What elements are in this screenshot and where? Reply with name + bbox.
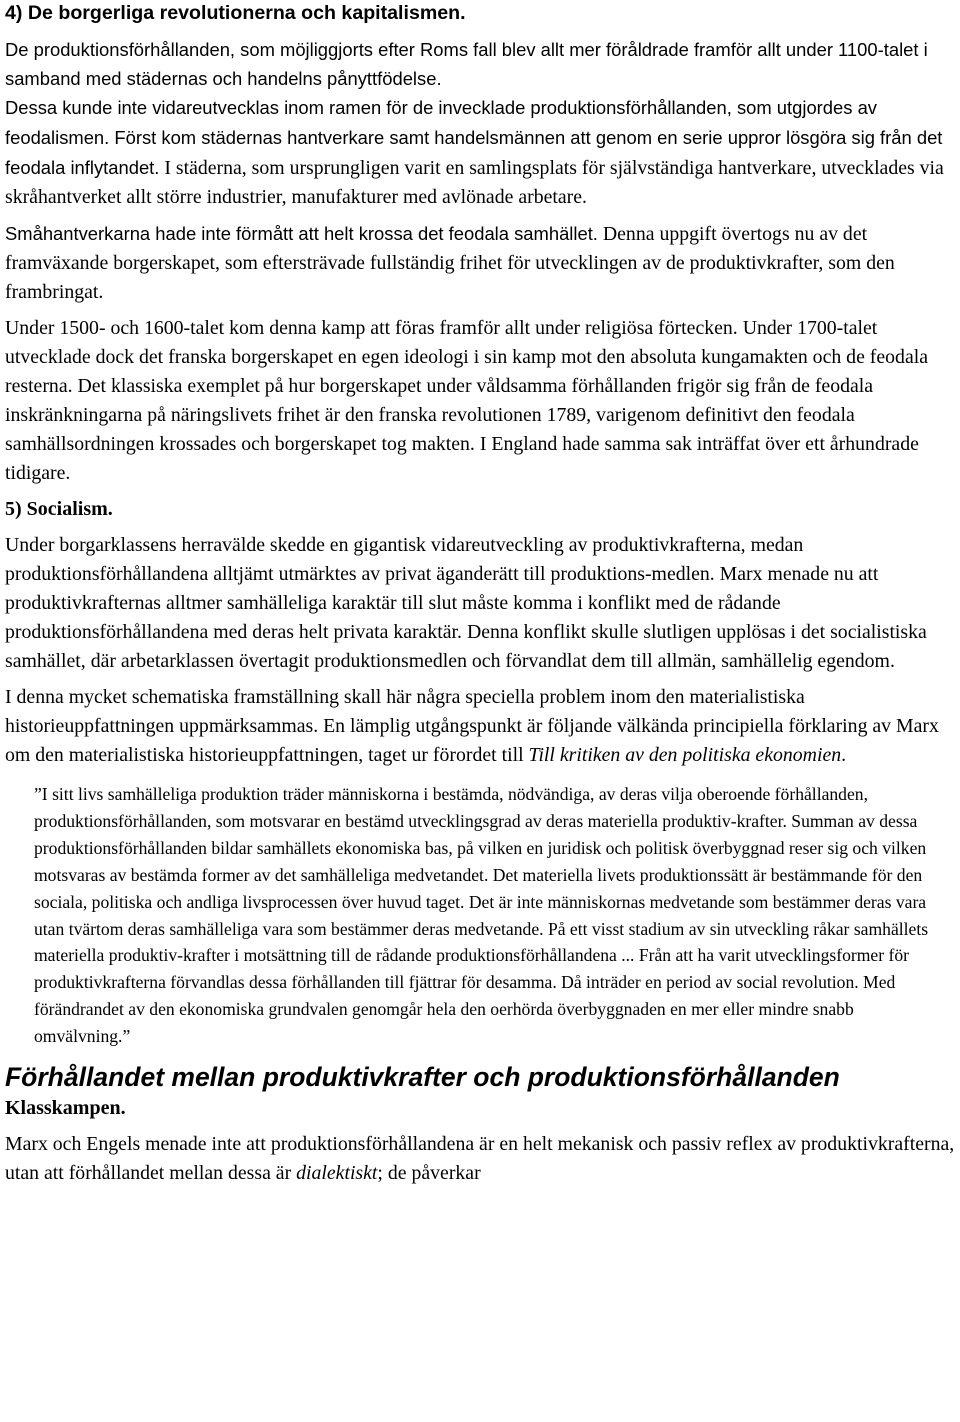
paragraph-end: ; de påverkar bbox=[377, 1162, 481, 1185]
paragraph-3-serif-part: Denna uppgift övertogs nu av det framväxande borgerskapet, som eftersträvade fullständig frihet för utvecklingen av de produktivkrafter, som den frambringat. bbox=[5, 223, 895, 303]
section-4-heading: 4) De borgerliga revolutionerna och kapitalismen. bbox=[5, 2, 466, 24]
paragraph-2-serif-part: I städerna, som ursprungligen varit en samlingsplats för självständiga hantverkare, utvecklades via skråhantverket allt större industrier, manufakturer med avlönade arbetare. bbox=[5, 157, 944, 208]
section-5-heading: 5) Socialism. bbox=[5, 498, 113, 520]
paragraph-end: . bbox=[841, 744, 847, 766]
paragraph-text: I denna mycket schematiska framställning skall här några speciella problem inom den materialistiska historieuppfattningen uppmärksammas. En lämplig utgångspunkt är följande välkända principiella förklaring av Marx om den materialistiska historieuppfattningen, taget ur förordet till bbox=[5, 686, 939, 766]
section-5-paragraph-1: Under borgarklassens herravälde skedde en gigantisk vidareutveckling av produktivkrafterna, medan produktionsförhållandena alltjämt utmärktes av privat äganderätt till produktions-medlen. Marx menade nu att produktivkrafternas alltmer samhälleliga karaktär till slut måste komma i konflikt med de rådande produktionsförhållandena med deras helt privata karaktär. Denna konflikt skulle slutligen upplösas i det socialistiska samhället, där arbetarklassen övertagit produktionsmedlen och förvandlat dem till allmän, samhällelig egendom. bbox=[5, 534, 927, 672]
section-4-paragraph-3 bbox=[5, 219, 955, 307]
section-4-paragraph-4: Under 1500- och 1600-talet kom denna kamp att föras framför allt under religiösa förtecken. Under 1700-talet utvecklade dock det franska borgerskapet en egen ideologi i sin kamp mot den absoluta kungamakten och de feodala resterna. Det klassiska exemplet på hur borgerskapet under våldsamma förhållanden frigör sig från de feodala inskränkningarna på näringslivets frihet är den franska revolutionen 1789, varigenom definitivt den feodala samhällsordningen krossades och borgerskapet tog makten. I England hade samma sak inträffat över ett århundrade tidigare. bbox=[5, 317, 929, 484]
relation-heading: Förhållandet mellan produktivkrafter och produktionsförhållanden bbox=[5, 1062, 840, 1093]
paragraph-3-sans-part: Småhantverkarna hade inte förmått att helt krossa det feodala samhället. bbox=[5, 223, 598, 244]
class-struggle-subheading: Klasskampen. bbox=[5, 1097, 126, 1120]
marx-quote: ”I sitt livs samhälleliga produktion träder människorna i bestämda, nödvändiga, av deras vilja oberoende förhållanden, produktionsförhållanden, som motsvarar en bestämd utvecklingsgrad av deras materiella produktiv-krafter. Summan av dessa produktionsförhållanden bildar samhällets ekonomiska bas, på vilken en juridisk och politisk överbyggnad reser sig och vilken motsvaras av bestämda former av det samhälleliga medvetandet. Det materiella livets produktionssätt är bestämmande för den sociala, politiska och andliga livsprocessen över huvud taget. Det är inte människornas medvetande som bestämmer deras vara utan tvärtom deras samhälleliga vara som bestämmer deras medvetande. På ett visst stadium av sin utveckling råkar samhällets materiella produktiv-krafter i motsättning till de rådande produktionsförhållandena ... Från att ha varit utvecklingsformer för produktivkrafterna förvandlas dessa förhållanden till fjättrar för desamma. Då inträder en period av social revolution. Med förändrandet av den ekonomiska grundvalen genomgår hela den oerhörda överbyggnaden en mer eller mindre snabb omvälvning.” bbox=[34, 784, 929, 1047]
emphasis-word: dialektiskt bbox=[296, 1162, 378, 1185]
section-4-paragraph-2 bbox=[5, 93, 955, 212]
book-title: Till kritiken av den politiska ekonomien bbox=[528, 744, 842, 766]
document-page bbox=[5, 0, 955, 1188]
paragraph-2-sans-part: Dessa kunde inte vidareutvecklas inom ramen för de invecklade produktionsförhållanden, som utgjordes av feodalismen. Först kom städernas hantverkare samt handelsmännen att genom en serie uppror lösgöra sig från det feodala inflytandet. bbox=[5, 97, 943, 178]
section-5-paragraph-2 bbox=[5, 683, 955, 770]
section-4-paragraph-1: De produktionsförhållanden, som möjliggjorts efter Roms fall blev allt mer föråldrade framför allt under 1100-talet i samband med städernas och handelns pånyttfödelse. bbox=[5, 39, 928, 89]
paragraph-text: Marx och Engels menade inte att produktionsförhållandena är en helt mekanisk och passiv reflex av produktivkrafterna, utan att förhållandet mellan dessa är bbox=[5, 1133, 955, 1185]
relation-paragraph-1 bbox=[5, 1130, 955, 1188]
